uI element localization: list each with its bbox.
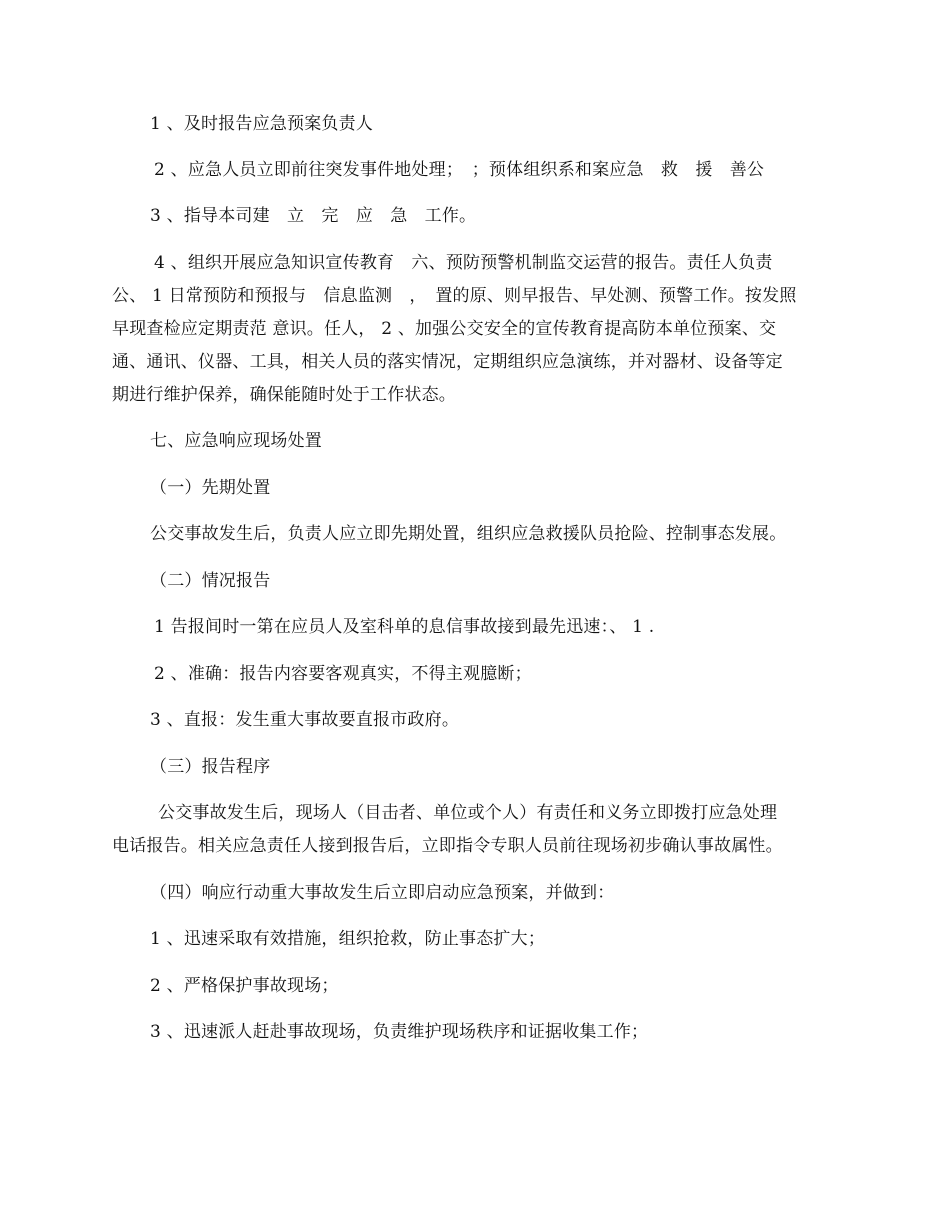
section-heading-7: 七、应急响应现场处置 xyxy=(150,431,322,451)
text-line-14: 2 、准确：报告内容要客观真实，不得主观臆断； xyxy=(154,664,532,684)
text-line-1: 1 、及时报告应急预案负责人 xyxy=(150,114,374,134)
text-line-5: 公、 1 日常预防和预报与 信息监测 ， 置的原、则早报告、早处测、预警工作。按发照 xyxy=(112,286,797,306)
text-line-3: 3 、指导本司建 立 完 应 急 工作。 xyxy=(150,206,477,226)
text-line-6: 早现查检应定期责范 意识。任人， 2 、加强公交安全的宣传教育提高防本单位预案、交 xyxy=(112,319,777,339)
subheading-3: （三）报告程序 xyxy=(150,757,271,777)
text-line-21: 2 、严格保护事故现场； xyxy=(150,976,339,996)
text-line-18: 电话报告。相关应急责任人接到报告后，立即指令专职人员前往现场初步确认事故属性。 xyxy=(112,836,783,856)
subheading-1: （一）先期处置 xyxy=(150,478,271,498)
text-line-2: 2 、应急人员立即前往突发事件地处理； ；预体组织系和案应急 救 援 善公 xyxy=(154,160,765,180)
subheading-4: （四）响应行动重大事故发生后立即启动应急预案，并做到： xyxy=(150,883,615,903)
text-line-22: 3 、迅速派人赶赴事故现场，负责维护现场秩序和证据收集工作； xyxy=(150,1022,649,1042)
text-line-4: 4 、组织开展应急知识宣传教育 六、预防预警机制监交运营的报告。责任人负责 xyxy=(154,253,773,273)
text-line-8: 期进行维护保养，确保能随时处于工作状态。 xyxy=(112,385,456,405)
text-line-20: 1 、迅速采取有效措施，组织抢救，防止事态扩大； xyxy=(150,929,546,949)
text-line-17: 公交事故发生后，现场人（目击者、单位或个人）有责任和义务立即拨打应急处理 xyxy=(158,803,778,823)
text-line-7: 通、通讯、仪器、工具，相关人员的落实情况，定期组织应急演练，并对器材、设备等定 xyxy=(112,352,783,372)
text-line-15: 3 、直报：发生重大事故要直报市政府。 xyxy=(150,710,460,730)
text-line-11: 公交事故发生后，负责人应立即先期处置，组织应急救援队员抢险、控制事态发展。 xyxy=(150,524,787,544)
text-line-13: 1 告报间时一第在应员人及室科单的息信事故接到最先迅速：、 1 . xyxy=(154,617,655,637)
subheading-2: （二）情况报告 xyxy=(150,571,271,591)
